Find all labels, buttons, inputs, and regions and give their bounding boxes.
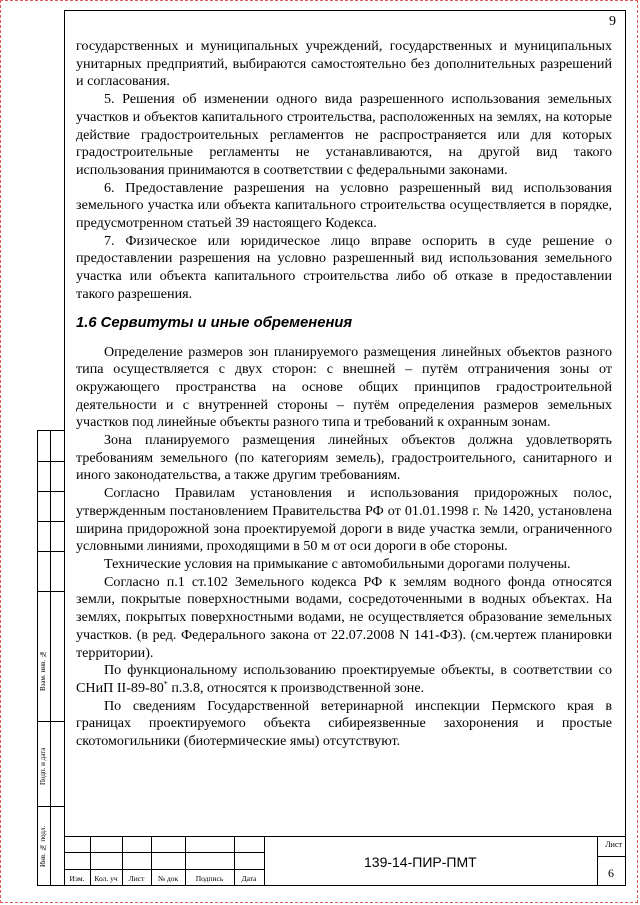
col-change: Изм. [69, 874, 85, 883]
paragraph: государственных и муниципальных учреждений, государственных и муниципальных унитарных предприятий, выбираются самостоятельно без дополнительных разрешений и согласования. [76, 38, 612, 90]
sheet-number: 6 [608, 866, 614, 880]
page-number: 9 [609, 14, 616, 29]
document-code: 139-14-ПИР-ПМТ [364, 854, 477, 870]
paragraph: Согласно Правилам установления и использования придорожных полос, утвержденным постановлением Правительства РФ от 01.01.1998 г. № 1420, установлена ширина придорожной зона проектируемой дороги в виде участка земли, ограниченного условными линиями, проходящими в 50 м от оси дороги в обе стороны. [76, 485, 612, 555]
side-stamp-divider [38, 461, 65, 462]
col-count: Кол. уч [94, 874, 118, 883]
sheet-label: Лист [605, 840, 622, 849]
snip-text: По функциональному использованию проектируемые объекты, в соответствии со СНиП ІІ-89-80 [76, 662, 612, 696]
paragraph: Согласно п.1 ст.102 Земельного кодекса РФ к землям водного фонда относятся земли, покрытые поверхностными водами, сосредоточенными в водных объектах. На землях, покрытых поверхностными водами, не осуществляется образование земельных участков. (в ред. Федерального закона от 22.07.2008 N 141-ФЗ). (см.чертеж планировки территории). [76, 573, 612, 661]
title-block-top-border [64, 836, 626, 837]
side-stamp-divider [38, 521, 65, 522]
paragraph: 7. Физическое или юридическое лицо вправе оспорить в суде решение о предоставлении разрешения на условно разрешенный вид использования земельного участка или объекта капитального строительства либо об отказе в предоставлении такого разрешения. [76, 232, 612, 302]
paragraph: 6. Предоставление разрешения на условно разрешенный вид использования земельного участка или объекта капитального строительства осуществляется в порядке, предусмотренном статьей 39 настоящего Кодекса. [76, 179, 612, 232]
col-sheet: Лист [128, 874, 145, 883]
snip-text-tail: п.3.8, относятся к производственной зоне. [167, 679, 425, 696]
col-date: Дата [241, 874, 257, 883]
col-doc-number: № док [157, 874, 179, 883]
original-inventory-label: Инв. № подл. [39, 825, 47, 867]
replacement-inventory-label: Взам. инв. № [39, 650, 47, 692]
side-stamp-divider [38, 491, 65, 492]
title-block-col-line [597, 836, 598, 886]
signature-date-label: Подп. и дата [39, 747, 47, 785]
side-stamp-divider [38, 591, 65, 592]
snip-asterisk: * [163, 679, 168, 689]
col-signature: Подпись [195, 874, 224, 883]
side-stamp-strip [37, 430, 64, 886]
paragraph: По сведениям Государственной ветеринарной инспекции Пермского края в границах проектируемого объекта сибиреязвенные захоронения и простые скотомогильники (биотермические ямы) отсутствуют. [76, 697, 612, 750]
paragraph-snip [76, 662, 612, 697]
side-stamp-divider [38, 806, 65, 807]
section-heading: 1.6 Сервитуты и иные обременения [76, 314, 353, 331]
paragraph: Зона планируемого размещения линейных объектов должна удовлетворять требованиям земельного (по категориям земель), градостроительного, санитарного и иного законодательства, а также другим требованиям. [76, 432, 612, 484]
sheet-cell-divider [597, 856, 626, 857]
paragraph: Технические условия на примыкание с автомобильными дорогами получены. [104, 555, 571, 572]
paragraph: Определение размеров зон планируемого размещения линейных объектов разного типа осуществляется с двух сторон: с внешней – путём отграничения зоны от окружающего пространства на основе общих принципов градостроительной деятельности и с внутренней стороны – путём определения размеров земельных участков под линейные объекты разного типа и требований к охранным зонам. [76, 343, 612, 431]
side-stamp-divider [38, 551, 65, 552]
document-body [76, 38, 612, 751]
side-stamp-divider [38, 721, 65, 722]
title-block [64, 836, 626, 886]
title-block-col-line [264, 836, 265, 886]
paragraph: 5. Решения об изменении одного вида разрешенного использования земельных участков и объектов капитального строительства, расположенных на землях, на которые действие градостроительных регламентов не распространяется или для которых градостроительные регламенты не устанавливаются, на другой вид такого использования принимаются в соответствии с федеральными законами. [76, 91, 612, 178]
